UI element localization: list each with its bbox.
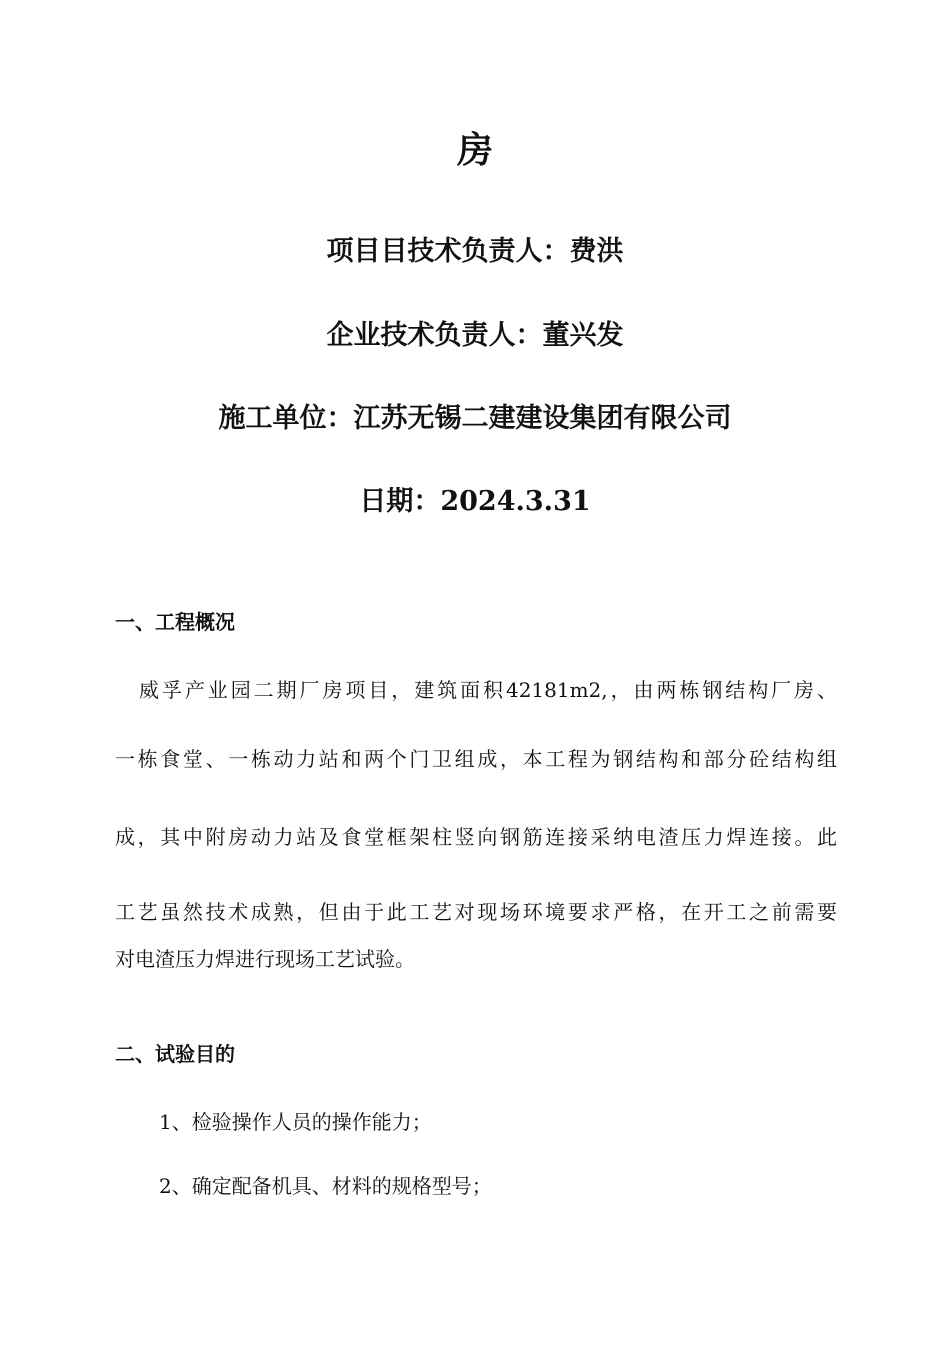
overview-line: 威孚产业园二期厂房项目，建筑面积42181m2,，由两栋钢结构厂房、: [139, 678, 837, 702]
overview-line: 对电渣压力焊进行现场工艺试验。: [115, 947, 415, 971]
overview-line: 成，其中附房动力站及食堂框架柱竖向钢筋连接采纳电渣压力焊连接。此: [115, 825, 837, 849]
project-tech-lead: 项目目技术负责人：费洪: [326, 236, 624, 267]
section-heading-purpose: 二、试验目的: [115, 1042, 235, 1066]
purpose-list-item: 2、确定配备机具、材料的规格型号；: [159, 1174, 492, 1198]
overview-line: 一栋食堂、一栋动力站和两个门卫组成，本工程为钢结构和部分砼结构组: [115, 747, 837, 771]
enterprise-tech-lead: 企业技术负责人：董兴发: [326, 320, 624, 351]
document-date: 日期：2024.3.31: [359, 486, 591, 517]
section-heading-overview: 一、工程概况: [115, 610, 235, 634]
purpose-list-item: 1、检验操作人员的操作能力；: [159, 1110, 432, 1134]
document-title: 房: [456, 129, 493, 171]
overview-line: 工艺虽然技术成熟，但由于此工艺对现场环境要求严格，在开工之前需要: [115, 900, 837, 924]
construction-unit: 施工单位：江苏无锡二建建设集团有限公司: [218, 403, 732, 434]
